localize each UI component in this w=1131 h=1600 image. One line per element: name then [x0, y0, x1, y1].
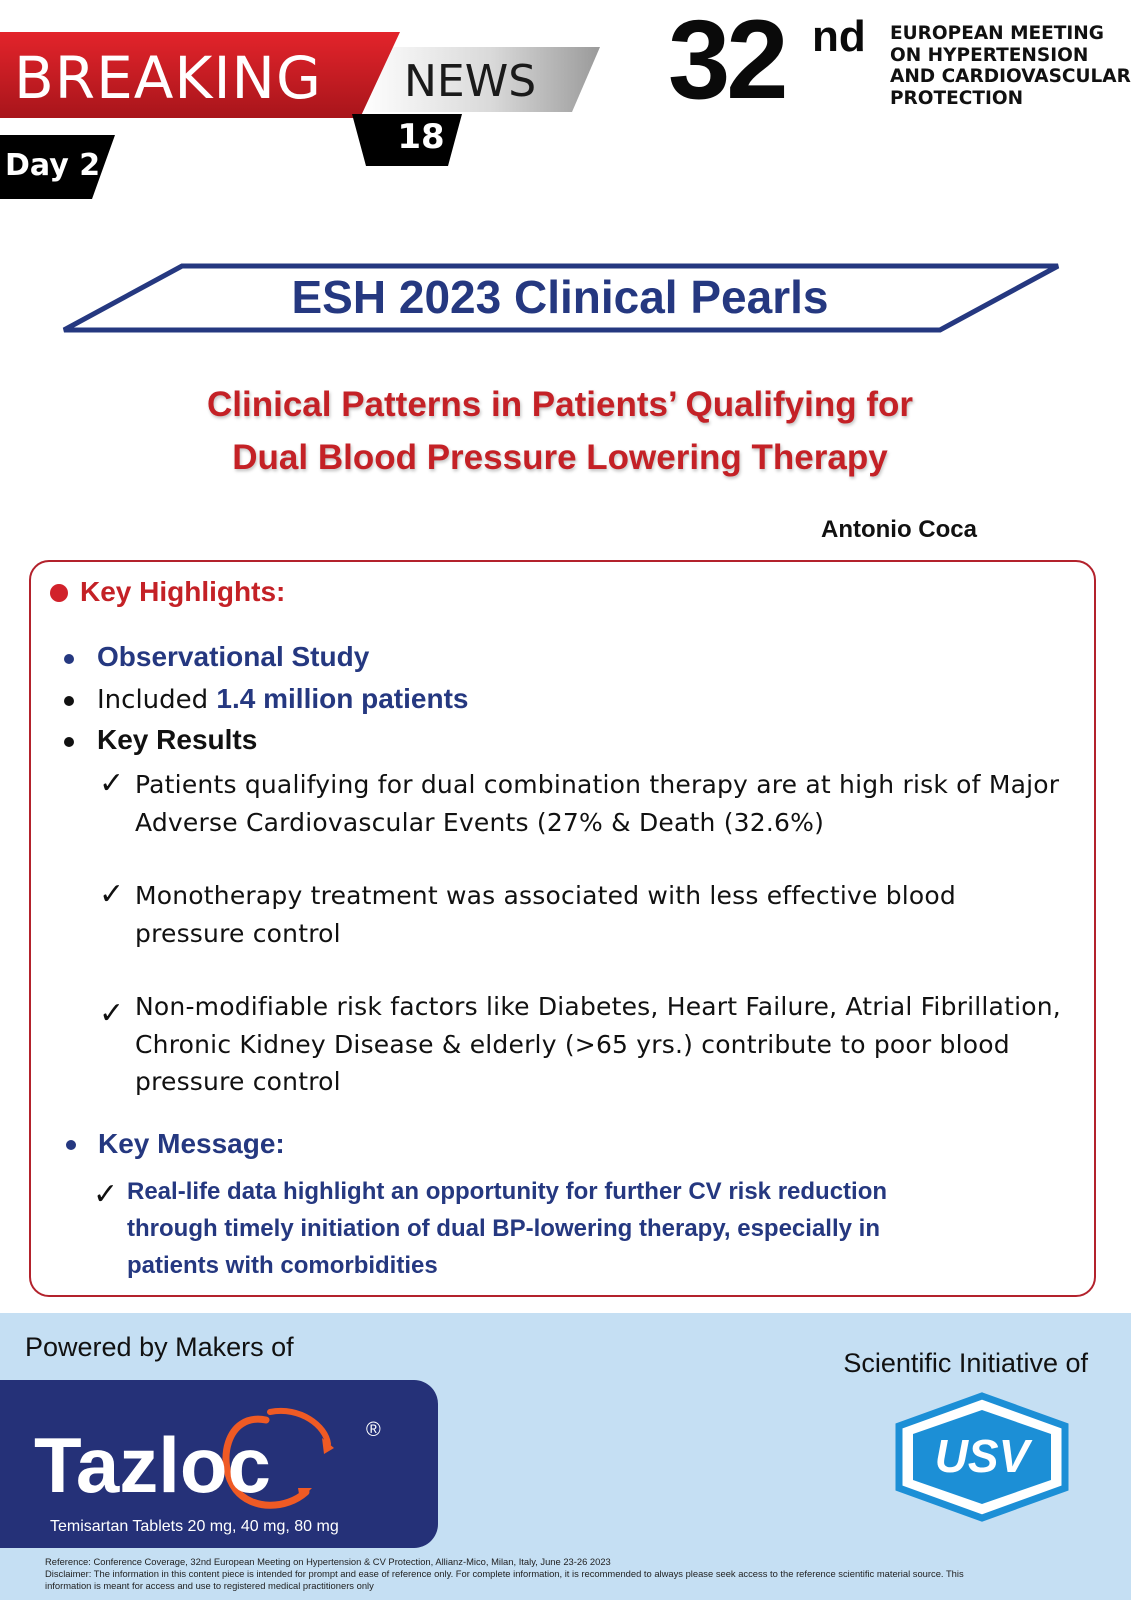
- result-line: Chronic Kidney Disease & elderly (>65 yrs.) contribute to poor blood: [135, 1029, 1010, 1059]
- meeting-title-line: AND CARDIOVASCULAR: [890, 66, 1131, 87]
- issue-number: 18: [397, 117, 445, 157]
- result-line: Adverse Cardiovascular Events (27% & Death (32.6%): [135, 807, 825, 837]
- scientific-initiative-label: Scientific Initiative of: [843, 1348, 1088, 1378]
- pearls-banner-title: ESH 2023 Clinical Pearls: [291, 271, 829, 323]
- check-icon: ✓: [93, 1177, 119, 1212]
- key-message-text: [127, 1173, 987, 1284]
- meeting-title-line: PROTECTION: [890, 87, 1024, 109]
- powered-by-label: Powered by Makers of: [25, 1332, 294, 1362]
- registered-mark: ®: [366, 1419, 381, 1441]
- result-line: Non-modifiable risk factors like Diabetes, Heart Failure, Atrial Fibrillation,: [135, 992, 1061, 1021]
- check-icon: ✓: [99, 877, 125, 912]
- meeting-ordinal-number: 32: [668, 0, 785, 122]
- result-line: pressure control: [135, 1067, 341, 1096]
- day-label: Day 2: [5, 148, 101, 183]
- meeting-title-line: ON HYPERTENSION: [890, 44, 1089, 66]
- bullet-dot: [66, 1140, 76, 1150]
- author-name: Antonio Coca: [821, 516, 977, 543]
- article-title: [90, 378, 1030, 484]
- key-message-line: through timely initiation of dual BP-lowering therapy, especially in: [127, 1215, 880, 1242]
- included-patients: [97, 683, 468, 715]
- result-item: [135, 988, 1065, 1101]
- key-message-line: Real-life data highlight an opportunity for further CV risk reduction: [127, 1178, 888, 1205]
- red-dot-icon: [50, 584, 68, 602]
- key-highlights-heading: Key Highlights:: [80, 576, 286, 607]
- article-title-line: Dual Blood Pressure Lowering Therapy: [232, 438, 888, 477]
- result-item: [135, 766, 1065, 841]
- tazloc-brand-name: Tazloc: [34, 1421, 271, 1509]
- check-icon: ✓: [99, 996, 125, 1031]
- disclaimer-line: Disclaimer: The information in this content piece is intended for prompt and ease of reference only. For complete information, it is recommended to always please seek access to the reference scientific material source. This: [45, 1568, 964, 1579]
- result-item: [135, 877, 1065, 952]
- bullet-dot: [64, 696, 74, 706]
- usv-logo-icon: [895, 1392, 1069, 1522]
- result-line: Patients qualifying for dual combination therapy are at high risk of Major: [135, 770, 1060, 799]
- check-icon: ✓: [99, 766, 125, 801]
- breaking-label: BREAKING: [14, 44, 322, 112]
- included-value: 1.4 million patients: [216, 683, 469, 714]
- meeting-ordinal-suffix: nd: [812, 12, 866, 61]
- result-line: pressure control: [135, 918, 341, 948]
- tazloc-logo-icon: [30, 1392, 390, 1522]
- key-message-heading: Key Message:: [98, 1128, 285, 1159]
- study-type: Observational Study: [97, 641, 370, 672]
- key-results-heading: Key Results: [97, 724, 258, 755]
- bullet-dot: [64, 737, 74, 747]
- usv-logo-text: USV: [934, 1430, 1030, 1482]
- article-title-line: Clinical Patterns in Patients’ Qualifying for: [207, 385, 913, 424]
- key-message-line: patients with comorbidities: [127, 1252, 438, 1279]
- news-label: NEWS: [404, 56, 537, 107]
- result-line: Monotherapy treatment was associated with less effective blood: [135, 881, 956, 910]
- disclaimer-line: information is meant for access and use to registered medical practitioners only: [45, 1580, 374, 1591]
- meeting-title-line: EUROPEAN MEETING: [890, 23, 1104, 44]
- tazloc-subtitle: Temisartan Tablets 20 mg, 40 mg, 80 mg: [50, 1518, 339, 1535]
- reference-text: Reference: Conference Coverage, 32nd European Meeting on Hypertension & CV Protection, Allianz-Mico, Milan, Italy, June 23-26 2023: [45, 1556, 611, 1567]
- reference-disclaimer: [45, 1556, 1105, 1592]
- meeting-title: [890, 23, 1131, 109]
- included-prefix: Included: [97, 685, 217, 715]
- bullet-dot: [64, 654, 74, 664]
